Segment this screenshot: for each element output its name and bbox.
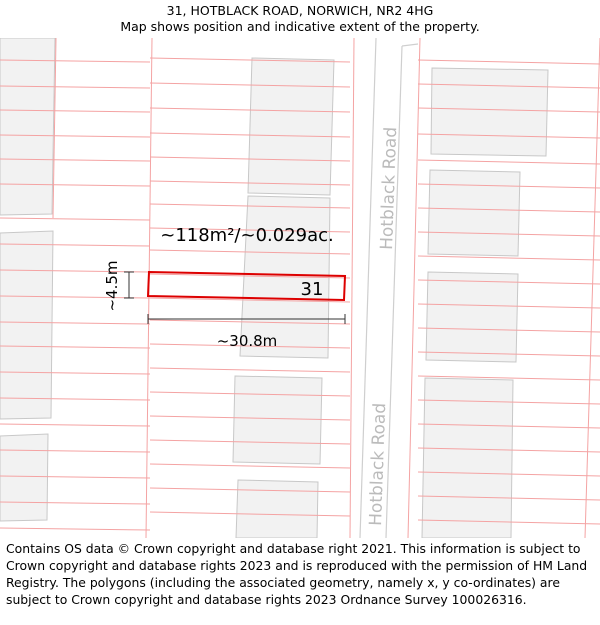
- building: [233, 376, 322, 464]
- building: [426, 272, 518, 362]
- property-address: 31, HOTBLACK ROAD, NORWICH, NR2 4HG: [166, 3, 434, 18]
- map-view[interactable]: [0, 38, 600, 538]
- height-measure: ~4.5m: [103, 260, 121, 312]
- road-label-top: Hotblack Road: [377, 126, 402, 251]
- building: [0, 434, 48, 521]
- building: [0, 38, 55, 215]
- width-measure: ~30.8m: [216, 332, 278, 350]
- area-label: ~118m²/~0.029ac.: [160, 225, 334, 246]
- building: [236, 480, 318, 538]
- road-label-bottom: Hotblack Road: [366, 402, 391, 527]
- copyright-notice: Contains OS data © Crown copyright and database right 2021. This information is subject to Crown copyright and database rights 2023 and is reproduced with the permission of HM Land Registry. The polygons (including the associated geometry, namely x, y co-ordinates) are subject to Crown copyright and database rights 2023 Ordnance Survey 100026316.: [6, 541, 588, 607]
- map-subtitle: Map shows position and indicative extent of the property.: [120, 19, 480, 34]
- building: [428, 170, 520, 256]
- building: [0, 231, 53, 419]
- building: [431, 68, 548, 156]
- property-number: 31: [300, 279, 324, 300]
- map-header: [0, 0, 600, 38]
- height-dimension-line: [124, 272, 134, 298]
- buildings: [0, 38, 548, 538]
- building: [248, 58, 334, 195]
